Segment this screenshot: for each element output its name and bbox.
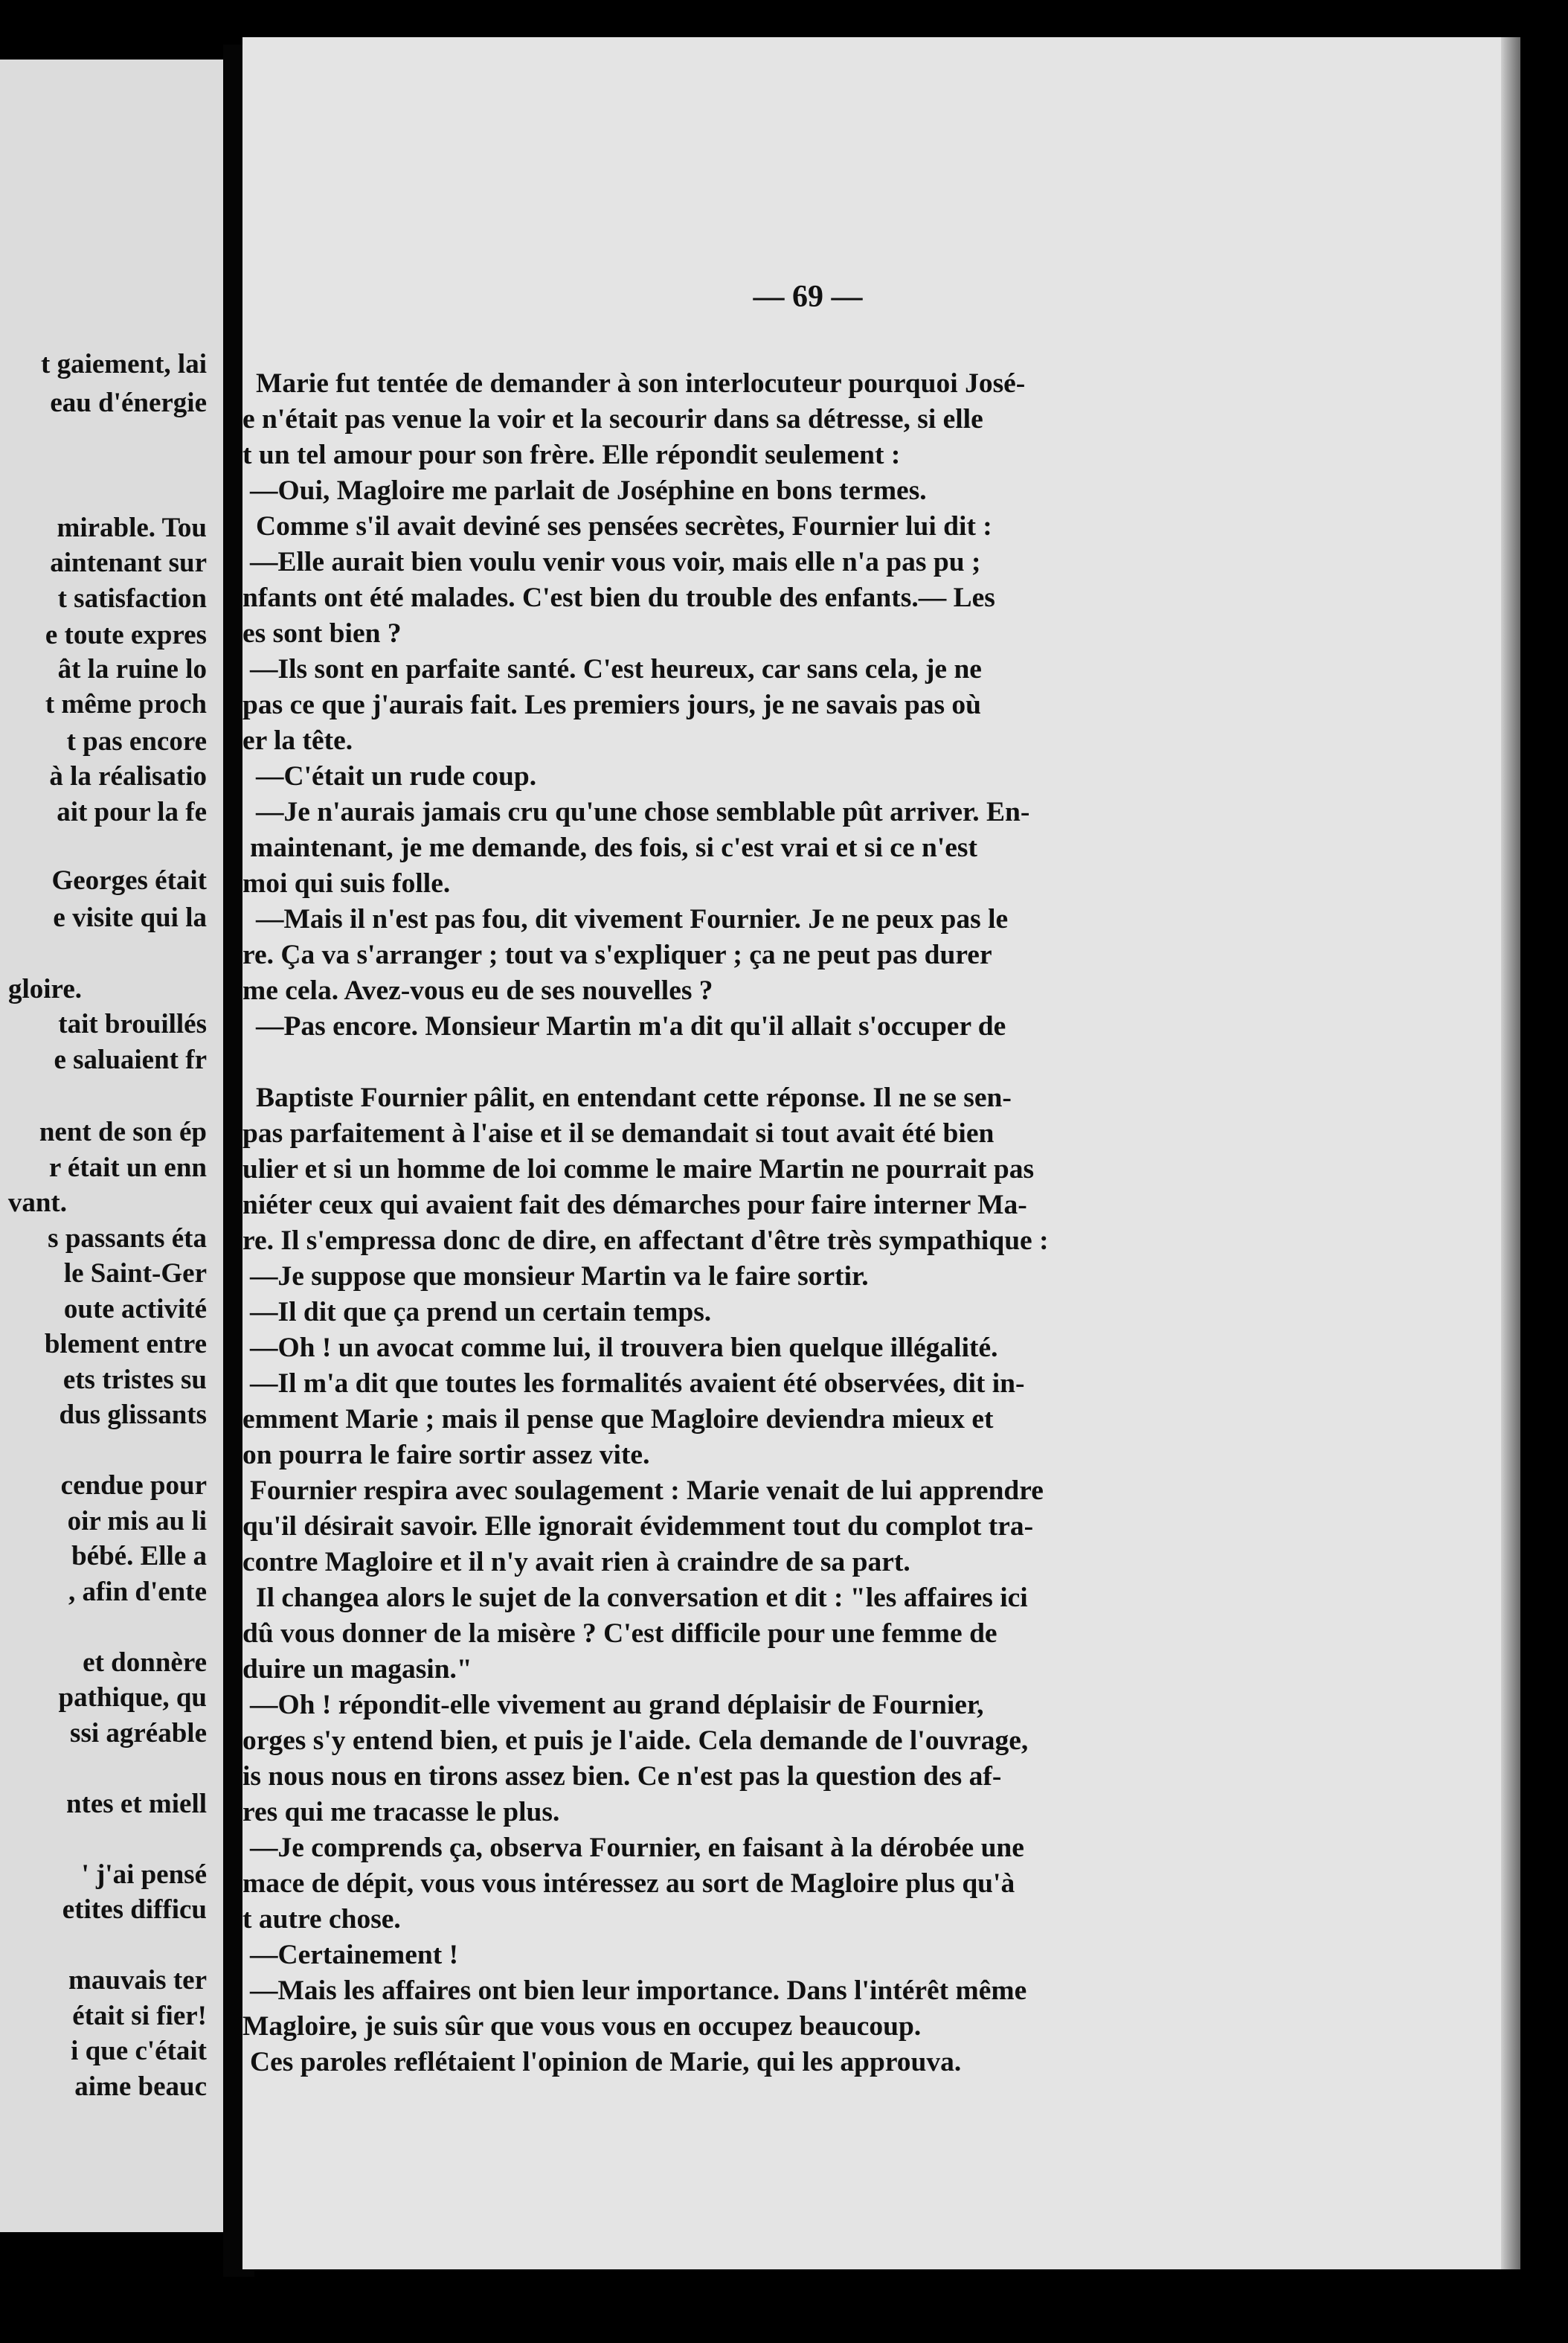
text-line: aintenant sur (50, 548, 207, 578)
text-line: était si fier! (72, 2001, 207, 2031)
text-line: me cela. Avez-vous eu de ses nouvelles ? (242, 975, 713, 1006)
text-line: ' j'ai pensé (81, 1859, 207, 1890)
text-line: res qui me tracasse le plus. (242, 1797, 560, 1827)
text-line: —Certainement ! (250, 1940, 459, 1970)
text-line: , afin d'ente (68, 1577, 207, 1607)
text-line: oute activité (63, 1294, 207, 1324)
text-line: maintenant, je me demande, des fois, si c'est vrai et si ce n'est (250, 833, 977, 863)
text-line: tait brouillés (58, 1009, 207, 1039)
text-line: —C'était un rude coup. (256, 761, 537, 792)
text-line: ât la ruine lo (57, 654, 207, 685)
text-line: nfants ont été malades. C'est bien du trouble des enfants.— Les (242, 583, 995, 613)
text-line: re. Ça va s'arranger ; tout va s'expliquer ; ça ne peut pas durer (242, 940, 992, 970)
text-line: e toute expres (45, 620, 207, 650)
text-line: Magloire, je suis sûr que vous vous en occupez beaucoup. (242, 2011, 922, 2042)
text-line: on pourra le faire sortir assez vite. (242, 1440, 650, 1470)
text-line: aime beauc (74, 2071, 207, 2102)
text-line: —Oh ! un avocat comme lui, il trouvera bien quelque illégalité. (250, 1333, 998, 1363)
text-line: Fournier respira avec soulagement : Marie venait de lui apprendre (250, 1475, 1044, 1506)
text-line: ulier et si un homme de loi comme le maire Martin ne pourrait pas (242, 1154, 1035, 1185)
text-line: cendue pour (60, 1470, 207, 1501)
text-line: e n'était pas venue la voir et la secourir dans sa détresse, si elle (242, 404, 983, 435)
text-line: moi qui suis folle. (242, 868, 451, 899)
text-line: t un tel amour pour son frère. Elle répondit seulement : (242, 440, 901, 470)
text-line: —Je n'aurais jamais cru qu'une chose semblable pût arriver. En- (256, 797, 1030, 827)
text-line: t gaiement, lai (41, 349, 207, 379)
text-line: mauvais ter (68, 1965, 207, 1996)
text-line: à la réalisatio (49, 761, 207, 792)
text-line: dus glissants (59, 1400, 207, 1430)
text-line: ntes et miell (65, 1789, 207, 1819)
text-line: Il changea alors le sujet de la conversation et dit : "les affaires ici (256, 1583, 1028, 1613)
text-line: —Pas encore. Monsieur Martin m'a dit qu'il allait s'occuper de (256, 1011, 1006, 1042)
text-line: contre Magloire et il n'y avait rien à craindre de sa part. (242, 1547, 910, 1577)
text-line: —Il m'a dit que toutes les formalités avaient été observées, dit in- (250, 1368, 1025, 1399)
text-line: qu'il désirait savoir. Elle ignorait évidemment tout du complot tra- (242, 1511, 1034, 1542)
text-line: vant. (7, 1187, 67, 1218)
text-line: e saluaient fr (54, 1045, 207, 1075)
text-line: pas ce que j'aurais fait. Les premiers jours, je ne savais pas où (242, 690, 982, 720)
text-line: es sont bien ? (242, 618, 402, 649)
text-line: pathique, qu (58, 1682, 207, 1713)
text-line: Baptiste Fournier pâlit, en entendant cette réponse. Il ne se sen- (256, 1083, 1012, 1113)
text-line: —Mais il n'est pas fou, dit vivement Fournier. Je ne peux pas le (256, 904, 1009, 935)
text-line: er la tête. (242, 725, 353, 756)
text-line: is nous nous en tirons assez bien. Ce n'est pas la question des af- (242, 1761, 1002, 1792)
text-line: etites difficu (62, 1894, 207, 1925)
text-line: gloire. (8, 974, 82, 1004)
text-line: —Mais les affaires ont bien leur importance. Dans l'intérêt même (250, 1975, 1027, 2006)
text-line: eau d'énergie (50, 388, 207, 418)
text-line: niéter ceux qui avaient fait des démarches pour faire interner Ma- (242, 1190, 1027, 1220)
text-line: mace de dépit, vous vous intéressez au sort de Magloire plus qu'à (242, 1868, 1015, 1899)
text-line: Comme s'il avait deviné ses pensées secrètes, Fournier lui dit : (256, 511, 992, 542)
text-line: ssi agréable (70, 1718, 207, 1749)
text-line: Georges était (51, 865, 207, 896)
text-line: t même proch (45, 689, 207, 719)
text-line: re. Il s'empressa donc de dire, en affectant d'être très sympathique : (242, 1225, 1049, 1256)
text-line: nent de son ép (39, 1117, 207, 1147)
text-line: Ces paroles reflétaient l'opinion de Marie, qui les approuva. (250, 2047, 962, 2077)
text-line: le Saint-Ger (63, 1258, 207, 1289)
text-line: ait pour la fe (57, 797, 207, 827)
text-line: —Oui, Magloire me parlait de Joséphine en bons termes. (250, 475, 927, 506)
text-line: —Je comprends ça, observa Fournier, en faisant à la dérobée une (250, 1833, 1024, 1863)
text-line: Marie fut tentée de demander à son interlocuteur pourquoi José- (256, 368, 1026, 399)
text-line: t satisfaction (57, 583, 207, 614)
page-number: — 69 — (753, 280, 863, 314)
text-line: —Oh ! répondit-elle vivement au grand déplaisir de Fournier, (250, 1690, 984, 1720)
text-line: i que c'était (71, 2036, 207, 2066)
text-line: —Ils sont en parfaite santé. C'est heureux, car sans cela, je ne (250, 654, 982, 685)
text-line: emment Marie ; mais il pense que Magloire deviendra mieux et (242, 1404, 994, 1435)
text-line: oir mis au li (67, 1506, 207, 1536)
text-line: duire un magasin." (242, 1654, 472, 1685)
facing-page-fragment (0, 60, 223, 2232)
text-line: s passants éta (48, 1223, 207, 1254)
page-edge-shadow (1501, 37, 1520, 2269)
book-page (242, 37, 1520, 2269)
text-line: mirable. Tou (57, 513, 207, 543)
text-line: orges s'y entend bien, et puis je l'aide. Cela demande de l'ouvrage, (242, 1725, 1029, 1756)
text-line: dû vous donner de la misère ? C'est difficile pour une femme de (242, 1618, 997, 1649)
text-line: —Elle aurait bien voulu venir vous voir, mais elle n'a pas pu ; (250, 547, 981, 577)
text-line: bébé. Elle a (71, 1541, 207, 1571)
text-line: ets tristes su (62, 1365, 207, 1395)
text-line: e visite qui la (53, 903, 207, 933)
text-line: pas parfaitement à l'aise et il se demandait si tout avait été bien (242, 1118, 995, 1149)
text-line: t autre chose. (242, 1904, 401, 1935)
text-line: et donnère (83, 1647, 207, 1678)
text-line: —Je suppose que monsieur Martin va le faire sortir. (250, 1261, 869, 1292)
text-line: —Il dit que ça prend un certain temps. (250, 1297, 712, 1327)
text-line: t pas encore (66, 726, 207, 757)
text-line: blement entre (44, 1329, 207, 1359)
text-line: r était un enn (48, 1153, 207, 1183)
